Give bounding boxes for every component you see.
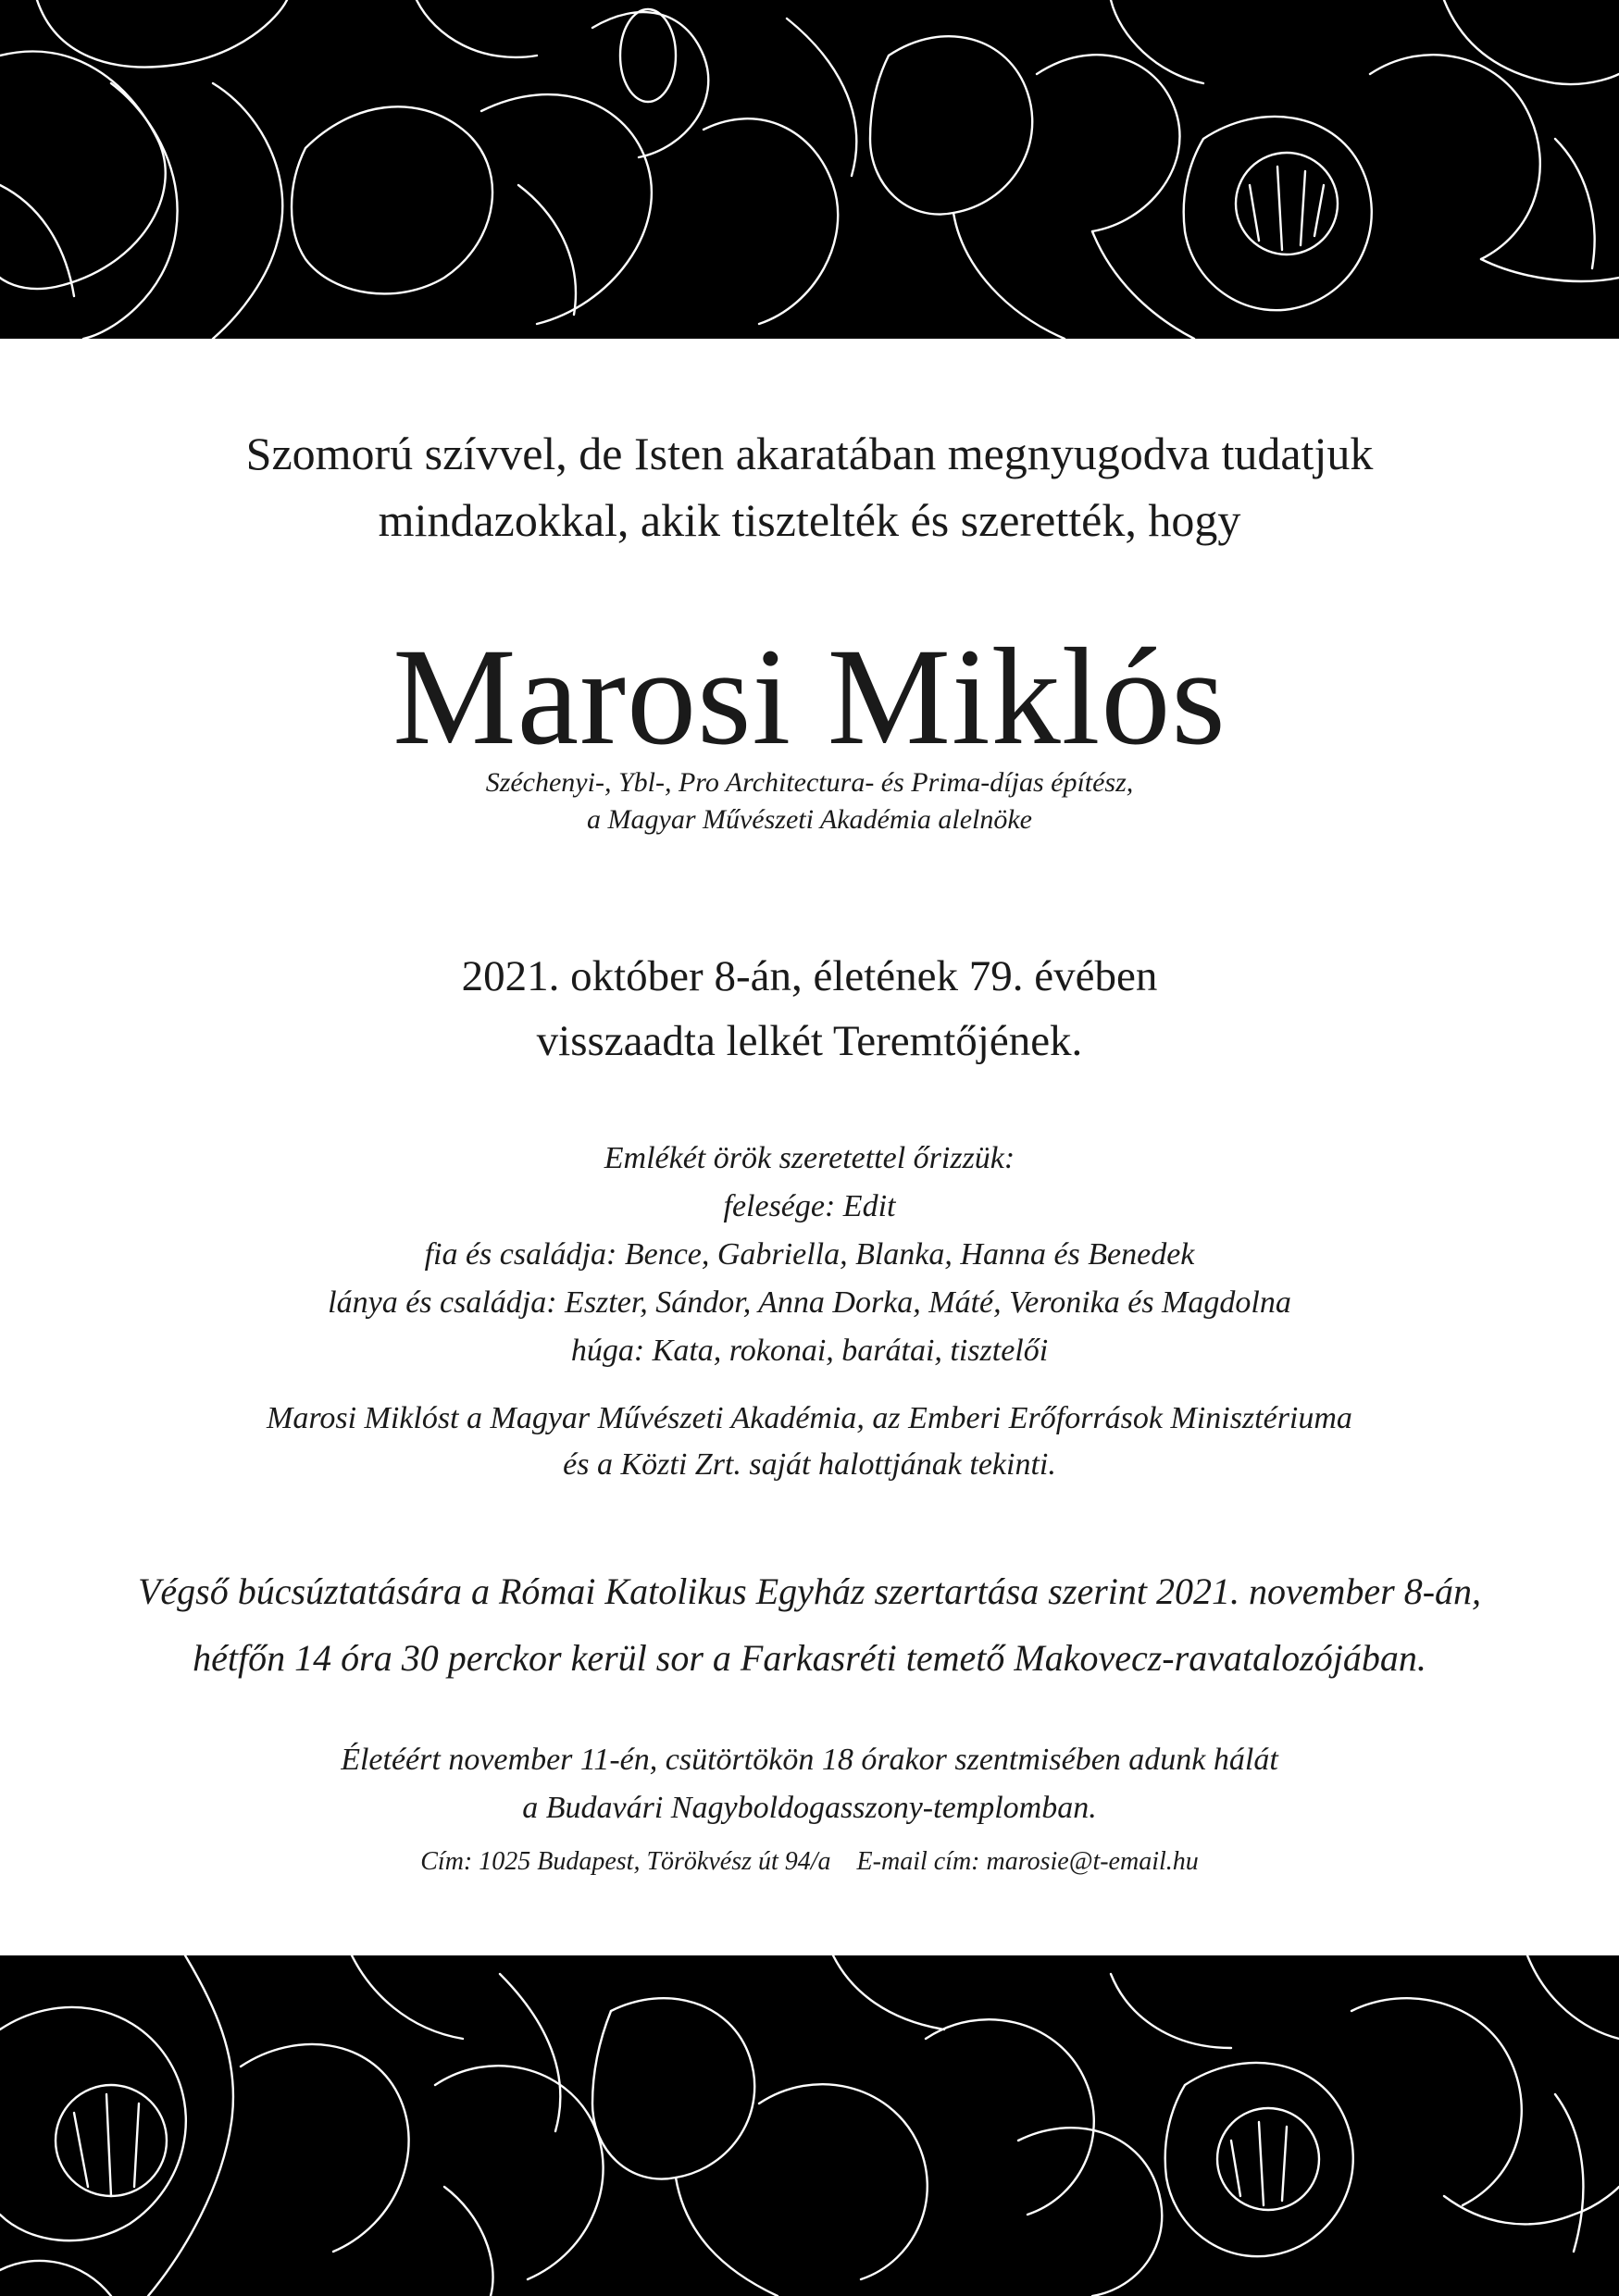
contact-address: Cím: 1025 Budapest, Törökvész út 94/a bbox=[420, 1847, 831, 1876]
contact-email: E-mail cím: marosie@t-email.hu bbox=[856, 1847, 1199, 1876]
top-floral-band bbox=[0, 0, 1619, 339]
family-line: húga: Kata, rokonai, barátai, tisztelői bbox=[570, 1334, 1049, 1368]
intro-line-1: Szomorú szívvel, de Isten akaratában megnyugodva tudatjuk bbox=[245, 428, 1374, 479]
obituary-content bbox=[0, 339, 1619, 1955]
bottom-floral-band bbox=[0, 1955, 1619, 2296]
death-line-1: 2021. október 8-án, életének 79. évében bbox=[461, 952, 1158, 1000]
deceased-name: Marosi Miklós bbox=[392, 620, 1227, 774]
funeral-line-1: Végső búcsúztatására a Római Katolikus Egyház szertartása szerint 2021. november 8-án, bbox=[137, 1570, 1482, 1612]
family-line: fia és családja: Bence, Gabriella, Blanka, Hanna és Benedek bbox=[424, 1237, 1195, 1272]
funeral-line-2: hétfőn 14 óra 30 perckor kerül sor a Farkasréti temető Makovecz-ravatalozójában. bbox=[193, 1637, 1426, 1679]
title-line-1: Széchenyi-, Ybl-, Pro Architectura- és Prima-díjas építész, bbox=[485, 767, 1134, 798]
daffodil-line-art-bottom bbox=[0, 1955, 1619, 2296]
mass-line-1: Életéért november 11-én, csütörtökön 18 órakor szentmisében adunk hálát bbox=[341, 1743, 1278, 1777]
family-line: lánya és családja: Eszter, Sándor, Anna Dorka, Máté, Veronika és Magdolna bbox=[328, 1285, 1291, 1320]
death-line-2: visszaadta lelkét Teremtőjének. bbox=[536, 1017, 1083, 1065]
family-heading: Emlékét örök szeretettel őrizzük: bbox=[604, 1141, 1015, 1175]
title-line-2: a Magyar Művészeti Akadémia alelnöke bbox=[587, 804, 1032, 835]
mass-line-2: a Budavári Nagyboldogasszony-templomban. bbox=[522, 1791, 1097, 1825]
intro-line-2: mindazokkal, akik tisztelték és szerették, hogy bbox=[378, 494, 1241, 546]
daffodil-line-art-top bbox=[0, 0, 1619, 339]
family-line: felesége: Edit bbox=[723, 1189, 896, 1223]
institutions-line-2: és a Közti Zrt. saját halottjának tekinti. bbox=[563, 1447, 1056, 1482]
contact-line bbox=[0, 1843, 1619, 1880]
institutions-line-1: Marosi Miklóst a Magyar Művészeti Akadémia, az Emberi Erőforrások Minisztériuma bbox=[267, 1401, 1352, 1435]
